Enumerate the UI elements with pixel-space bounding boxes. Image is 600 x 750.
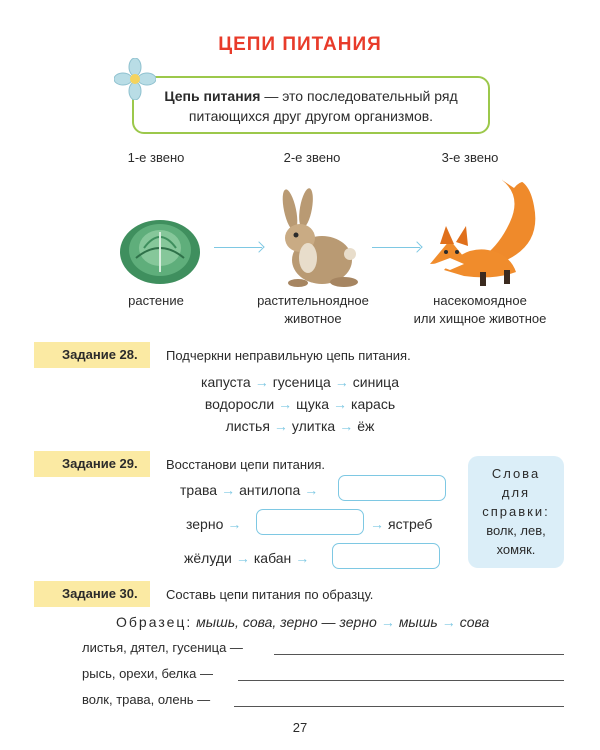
task-30-line-1-label: листья, дятел, гусеница — bbox=[82, 640, 243, 655]
task-29-answer-2[interactable] bbox=[256, 509, 364, 535]
task-30-tag: Задание 30. bbox=[34, 581, 150, 607]
task-29-row-3: жёлуди → кабан → bbox=[184, 550, 310, 566]
cabbage-icon bbox=[118, 212, 202, 286]
task-30-line-3-label: волк, трава, олень — bbox=[82, 692, 211, 707]
task-29-tag: Задание 29. bbox=[34, 451, 150, 477]
link-1-label: 1-е звено bbox=[127, 150, 185, 165]
link-3-label: 3-е звено bbox=[441, 150, 499, 165]
task-29-answer-3[interactable] bbox=[332, 543, 440, 569]
reference-words-box: Слова для справки: волк, лев, хомяк. bbox=[468, 456, 564, 568]
task-29-row-1: трава → антилопа → bbox=[180, 482, 319, 498]
task-30-answer-line-3[interactable] bbox=[234, 706, 564, 707]
task-28-text: Подчеркни неправильную цепь питания. bbox=[166, 348, 411, 363]
fox-icon bbox=[424, 166, 550, 290]
page-title: ЦЕПИ ПИТАНИЯ bbox=[218, 34, 382, 55]
task-28-tag: Задание 28. bbox=[34, 342, 150, 368]
task-28-chain-1[interactable]: капуста → гусеница → синица bbox=[201, 374, 399, 390]
link-2-caption: растительноядное животное bbox=[257, 293, 369, 326]
link-3-caption: насекомоядное или хищное животное bbox=[413, 293, 547, 326]
definition-text-1: — это последовательный ряд bbox=[260, 88, 458, 104]
link-1-caption: растение bbox=[128, 293, 184, 308]
definition-term: Цепь питания bbox=[164, 88, 261, 104]
task-29-text: Восстанови цепи питания. bbox=[166, 457, 326, 472]
task-30-answer-line-1[interactable] bbox=[274, 654, 564, 655]
task-29-answer-1[interactable] bbox=[338, 475, 446, 501]
task-30-line-2-label: рысь, орехи, белка — bbox=[82, 666, 213, 681]
task-30-answer-line-2[interactable] bbox=[238, 680, 564, 681]
task-28-chain-2[interactable]: водоросли → щука → карась bbox=[204, 396, 396, 412]
arrow-2-3-head bbox=[411, 241, 422, 252]
task-29-row-2-end: → ястреб bbox=[370, 516, 433, 532]
flower-icon bbox=[114, 58, 156, 100]
definition-text-2: питающихся друг другом организмов. bbox=[188, 108, 434, 124]
link-2-label: 2-е звено bbox=[283, 150, 341, 165]
task-29-row-2-start: зерно → bbox=[186, 516, 242, 532]
definition-box bbox=[132, 76, 490, 134]
task-28-chain-3[interactable]: листья → улитка → ёж bbox=[225, 418, 375, 434]
arrow-1-2-head bbox=[253, 241, 264, 252]
sample-line: Образец: мышь, сова, зерно — зерно → мышь → сова bbox=[116, 614, 490, 630]
task-30-text: Составь цепи питания по образцу. bbox=[166, 587, 374, 602]
page-number: 27 bbox=[292, 720, 308, 735]
hare-icon bbox=[268, 188, 360, 290]
